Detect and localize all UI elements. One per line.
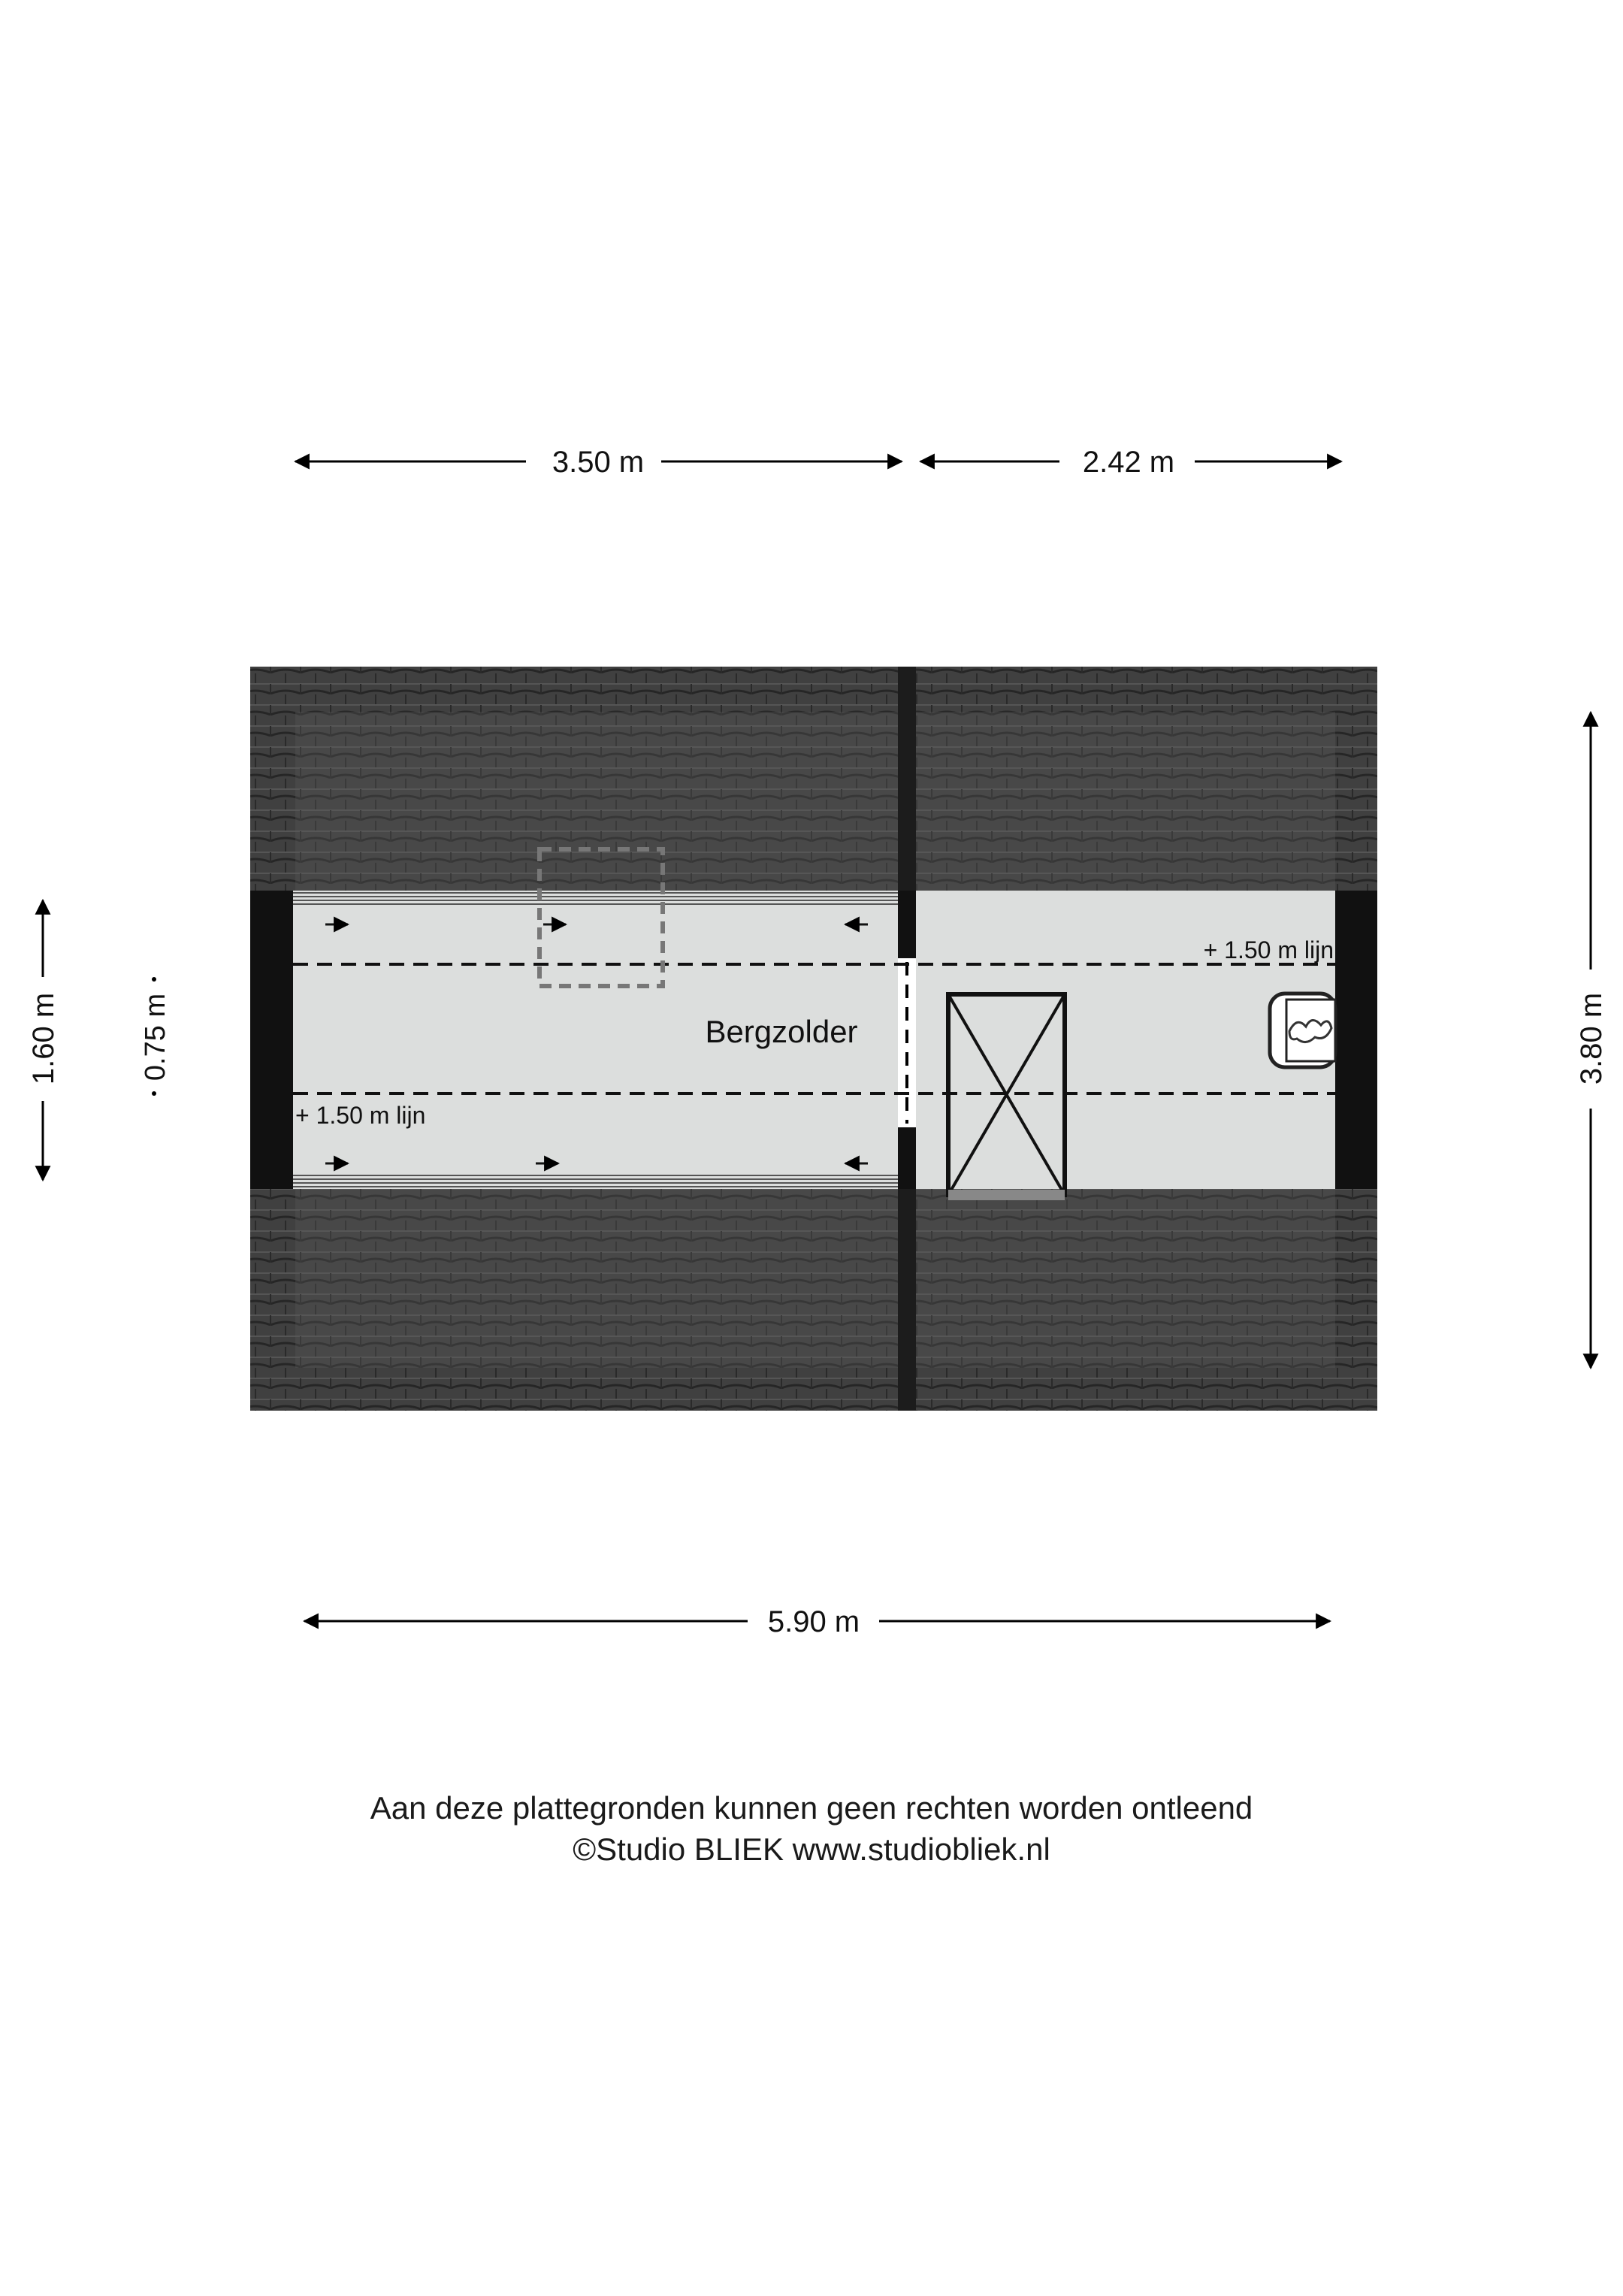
footer-credit: ©Studio BLIEK www.studiobliek.nl xyxy=(573,1832,1050,1867)
dimension-top-right xyxy=(920,446,1341,479)
svg-text:1.60 m: 1.60 m xyxy=(27,992,60,1085)
dimension-left-outer xyxy=(27,900,60,1180)
dimension-top-left xyxy=(295,446,902,479)
height-line-label-right: + 1.50 m lijn xyxy=(1203,936,1334,963)
svg-text:3.50 m: 3.50 m xyxy=(552,446,645,479)
heater-icon xyxy=(1270,994,1335,1067)
height-line-label-left: + 1.50 m lijn xyxy=(295,1102,426,1129)
dimension-left-inner xyxy=(140,977,171,1096)
gable-wall-left xyxy=(250,891,293,1189)
room-label-bergzolder: Bergzolder xyxy=(705,1014,858,1049)
svg-text:2.42 m: 2.42 m xyxy=(1082,446,1175,479)
svg-text:3.80 m: 3.80 m xyxy=(1575,992,1608,1085)
dimension-bottom xyxy=(304,1605,1330,1638)
footer-disclaimer: Aan deze plattegronden kunnen geen rechten worden ontleend xyxy=(370,1790,1253,1826)
svg-text:5.90 m: 5.90 m xyxy=(767,1605,860,1638)
svg-text:0.75 m: 0.75 m xyxy=(140,993,171,1081)
gable-wall-right xyxy=(1335,891,1377,1189)
dimension-right xyxy=(1575,712,1608,1368)
